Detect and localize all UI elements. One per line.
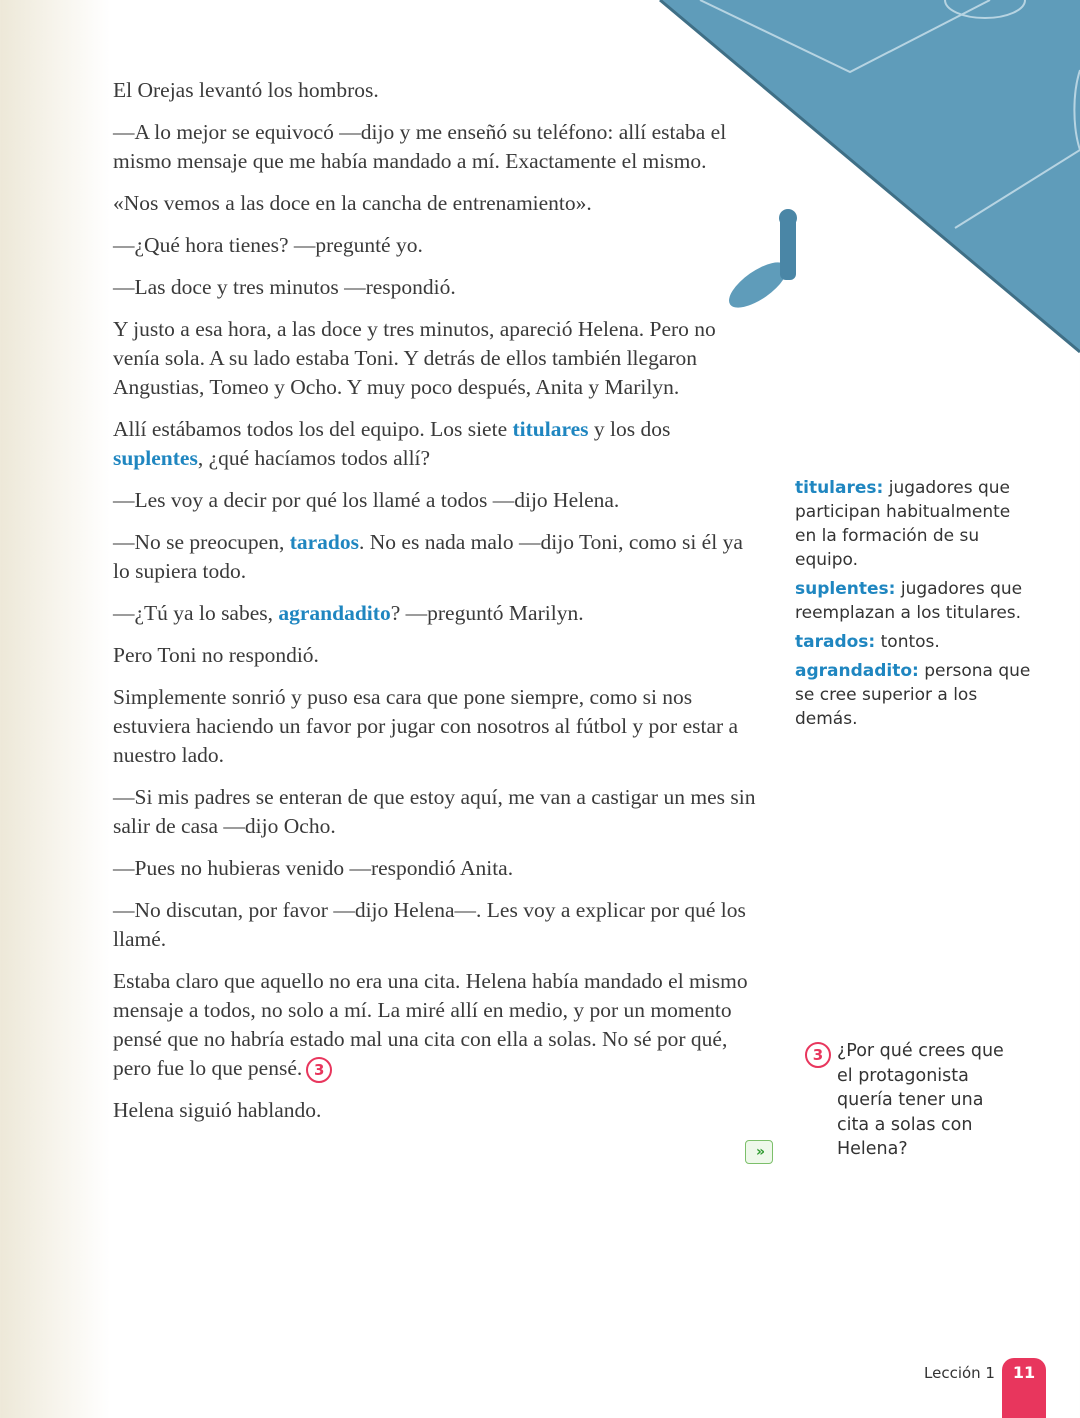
glossary bbox=[795, 476, 1035, 736]
story-text-segment: El Orejas levantó los hombros. bbox=[113, 78, 379, 102]
story-text-segment: y los dos bbox=[588, 417, 671, 441]
story-paragraph bbox=[113, 641, 761, 670]
story-paragraph bbox=[113, 315, 761, 402]
lesson-label: Lección 1 bbox=[924, 1364, 995, 1382]
story-paragraph bbox=[113, 486, 761, 515]
glossary-entry bbox=[795, 630, 1035, 654]
story-paragraph bbox=[113, 854, 761, 883]
story-text-segment: —No discutan, por favor —dijo Helena—. Les voy a explicar por qué los llamé. bbox=[113, 898, 746, 951]
glossary-term: tarados: bbox=[795, 632, 876, 652]
double-chevron-right-icon[interactable]: » bbox=[745, 1140, 773, 1164]
glossary-entry bbox=[795, 577, 1035, 625]
story-text-segment: —¿Qué hora tienes? —pregunté yo. bbox=[113, 233, 423, 257]
glossary-term: agrandadito: bbox=[795, 661, 919, 681]
story-text-segment: ? —preguntó Marilyn. bbox=[390, 601, 584, 625]
glossary-definition: jugadores que reemplazan a los titulares. bbox=[795, 579, 1023, 623]
story-text-segment: —Si mis padres se enteran de que estoy aquí, me van a castigar un mes sin salir de casa —dijo Ocho. bbox=[113, 785, 756, 838]
story-paragraph bbox=[113, 231, 761, 260]
question-text: ¿Por qué crees que el protagonista quería tener una cita a solas con Helena? bbox=[837, 1041, 1004, 1159]
story-text-segment: Pero Toni no respondió. bbox=[113, 643, 319, 667]
comprehension-question bbox=[805, 1039, 1005, 1162]
glossary-term: suplentes: bbox=[795, 579, 896, 599]
story-text-segment: Simplemente sonrió y puso esa cara que pone siempre, como si nos estuviera haciendo un favor por jugar con nosotros al fútbol y por estar a nuestro lado. bbox=[113, 685, 739, 767]
story-text-segment: —Pues no hubieras venido —respondió Anita. bbox=[113, 856, 514, 880]
story-paragraph bbox=[113, 599, 761, 628]
story-paragraph bbox=[113, 783, 761, 841]
story-text-segment: —¿Tú ya lo sabes, bbox=[113, 601, 279, 625]
story-text-segment: Estaba claro que aquello no era una cita. Helena había mandado el mismo mensaje a todos, no solo a mí. La miré allí en medio, y por un momento pensé que no habría estado mal una cita con ella a solas. No sé por qué, pero fue lo que pensé. bbox=[113, 969, 748, 1080]
story-paragraph bbox=[113, 528, 761, 586]
glossary-entry bbox=[795, 659, 1035, 731]
story-paragraph bbox=[113, 967, 761, 1083]
story-text-segment: —No se preocupen, bbox=[113, 530, 290, 554]
glossary-definition: tontos. bbox=[875, 632, 940, 652]
story-paragraph bbox=[113, 76, 761, 105]
story-paragraph bbox=[113, 189, 761, 218]
glossary-entry bbox=[795, 476, 1035, 572]
glossary-term-highlight: tarados bbox=[289, 530, 360, 554]
story-paragraph bbox=[113, 415, 761, 473]
question-marker: 3 bbox=[306, 1057, 332, 1083]
story-paragraph bbox=[113, 683, 761, 770]
glossary-term-highlight: agrandadito bbox=[278, 601, 391, 625]
story-text-segment: —Las doce y tres minutos —respondió. bbox=[113, 275, 456, 299]
story-text-segment: —Les voy a decir por qué los llamé a todos —dijo Helena. bbox=[113, 488, 620, 512]
story-paragraph bbox=[113, 1096, 761, 1125]
story-text-segment: . No es nada malo —dijo Toni, como si él ya lo supiera todo. bbox=[113, 530, 743, 583]
glossary-term-highlight: suplentes bbox=[113, 446, 198, 470]
question-number-badge: 3 bbox=[805, 1042, 831, 1068]
glossary-term: titulares: bbox=[795, 478, 884, 498]
glossary-definition: persona que se cree superior a los demás. bbox=[795, 661, 1031, 729]
story-paragraph bbox=[113, 118, 761, 176]
page-number: 11 bbox=[1002, 1358, 1046, 1418]
story-paragraph bbox=[113, 896, 761, 954]
story-text-segment: —A lo mejor se equivocó —dijo y me enseñó su teléfono: allí estaba el mismo mensaje que me había mandado a mí. Exactamente el mismo. bbox=[113, 120, 727, 173]
glossary-term-highlight: titulares bbox=[512, 417, 589, 441]
story-text-segment: «Nos vemos a las doce en la cancha de entrenamiento». bbox=[113, 191, 592, 215]
story-text-segment: Y justo a esa hora, a las doce y tres minutos, apareció Helena. Pero no venía sola. A su lado estaba Toni. Y detrás de ellos también llegaron Angustias, Tomeo y Ocho. Y muy poco después, Anita y Marilyn. bbox=[113, 317, 716, 399]
story-text-segment: Helena siguió hablando. bbox=[113, 1098, 322, 1123]
story-text-segment: Allí estábamos todos los del equipo. Los siete bbox=[113, 417, 513, 441]
story-text-segment: , ¿qué hacíamos todos allí? bbox=[197, 446, 431, 470]
story-text bbox=[113, 76, 761, 1138]
glossary-definition: jugadores que participan habitualmente en la formación de su equipo. bbox=[795, 478, 1011, 570]
story-paragraph bbox=[113, 273, 761, 302]
